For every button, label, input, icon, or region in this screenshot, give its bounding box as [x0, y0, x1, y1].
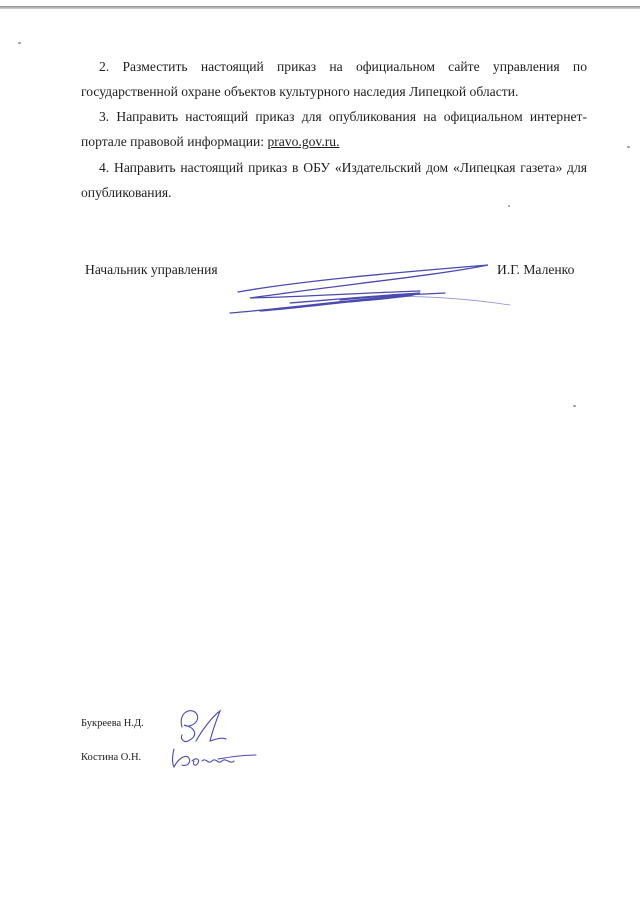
- handwritten-signature: [220, 255, 520, 325]
- item-4-number: 4.: [99, 160, 110, 175]
- executor-initials-signature: [160, 705, 260, 775]
- item-4: [81, 155, 587, 205]
- item-2-number: 2.: [99, 59, 110, 74]
- signatory-title: Начальник управления: [85, 262, 218, 277]
- scan-speck: [627, 146, 630, 148]
- item-3: [81, 104, 587, 154]
- item-3-number: 3.: [99, 109, 110, 124]
- item-2: [81, 54, 587, 104]
- signatory-name: И.Г. Маленко: [497, 262, 575, 277]
- pravo-link[interactable]: pravo.gov.ru.: [267, 134, 340, 149]
- scan-top-edge: [0, 6, 640, 9]
- item-2-text: Разместить настоящий приказ на официальном сайте управления по государственной охране объектов культурного наследия Липецкой области.: [81, 59, 587, 99]
- scan-speck: [508, 205, 510, 207]
- item-4-text: Направить настоящий приказ в ОБУ «Издательский дом «Липецкая газета» для опубликования.: [81, 160, 587, 200]
- executor-1: Букреева Н.Д.: [81, 718, 144, 729]
- scan-speck: [18, 42, 21, 44]
- executor-2: Костина О.Н.: [81, 752, 142, 763]
- item-3-text: Направить настоящий приказ для опубликования на официальном интернет-портале правовой информации:: [81, 109, 587, 149]
- scan-speck: [573, 405, 576, 407]
